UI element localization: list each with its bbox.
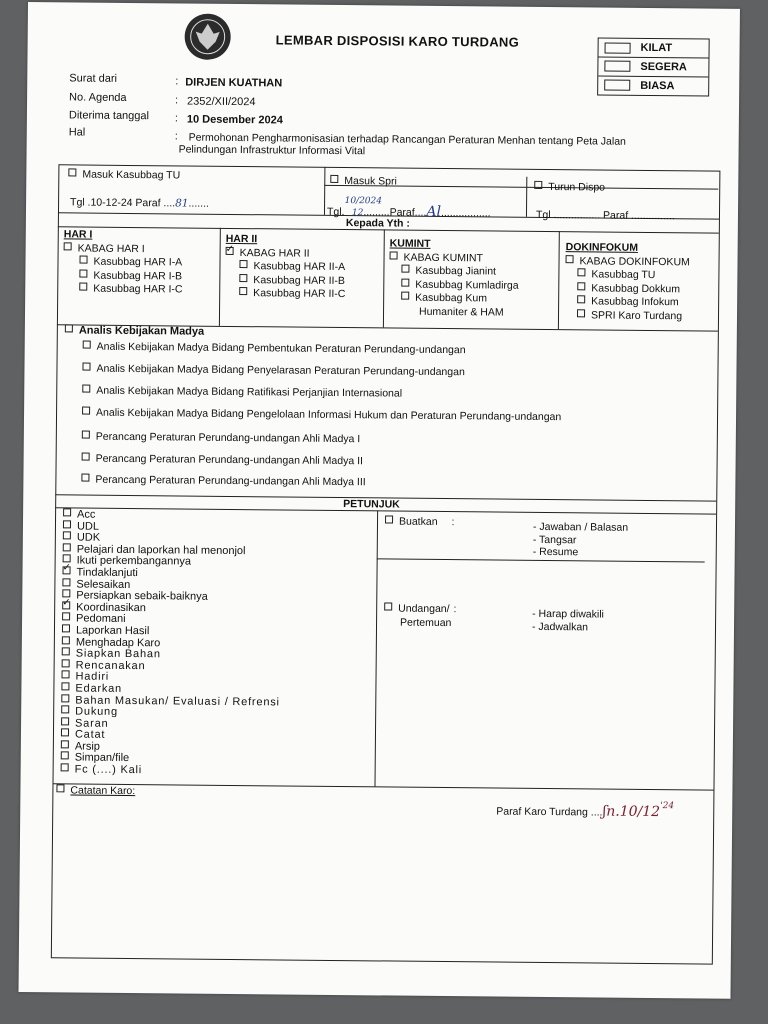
priority-kilat: KILAT [640, 41, 673, 55]
analis-item-2[interactable]: Analis Kebijakan Madya Bidang Penyelarasan Peraturan Perundang-undangan [82, 363, 464, 379]
hal-line-1: Permohonan Pengharmonisasian terhadap Rancangan Peraturan Menhan tentang Peta Jalan [188, 131, 626, 148]
unit-kumint: KUMINT KABAG KUMINT Kasubbag Jianint Kasubbag Kumladirga Kasubbag Kum Humaniter & HAM [389, 237, 519, 319]
kabag-dokinfokum[interactable]: KABAG DOKINFOKUM [565, 255, 689, 270]
analis-item-4[interactable]: Analis Kebijakan Madya Bidang Pengelolaan Informasi Hukum dan Peraturan Perundang-undangan [82, 407, 561, 424]
priority-checkbox-segera[interactable] [604, 61, 630, 72]
kasubbag-jianint[interactable]: Kasubbag Jianint [389, 264, 518, 279]
diterima-value: 10 Desember 2024 [186, 113, 283, 127]
surat-dari-value: DIRJEN KUATHAN [185, 76, 283, 90]
petunjuk-pedomani[interactable]: Pedomani [62, 613, 281, 627]
unit-har-1: HAR I KABAG HAR I Kasubbag HAR I-A Kasubbag HAR I-B Kasubbag HAR I-C [63, 228, 183, 296]
kasubbag-har-1-b[interactable]: Kasubbag HAR I-B [63, 269, 182, 284]
undangan-pertemuan[interactable]: Undangan/ : Pertemuan [384, 601, 457, 630]
kabag-har-1[interactable]: KABAG HAR I [64, 242, 183, 257]
petunjuk-arsip[interactable]: Arsip [61, 740, 280, 754]
analis-item-3[interactable]: Analis Kebijakan Madya Bidang Ratifikasi Perjanjian Internasional [82, 385, 402, 400]
spri-karo-turdang[interactable]: SPRI Karo Turdang [565, 309, 689, 324]
diterima-label: Diterima tanggal [68, 109, 150, 123]
petunjuk-hadiri[interactable]: Hadiri [61, 671, 280, 685]
petunjuk-dukung[interactable]: Dukung [61, 705, 280, 719]
tgl-paraf-turun[interactable]: Tgl ................ Paraf ............... [535, 208, 675, 223]
petunjuk-bahan-masukan[interactable]: Bahan Masukan/ Evaluasi / Refrensi [61, 694, 280, 708]
kasubbag-tu[interactable]: Kasubbag TU [565, 268, 689, 283]
buatkan-jawaban[interactable]: - Jawaban / Balasan [532, 520, 629, 534]
kasubbag-kumladirga[interactable]: Kasubbag Kumladirga [389, 278, 518, 293]
petunjuk-acc[interactable]: Acc [63, 508, 282, 522]
analis-item-7[interactable]: Perancang Peraturan Perundang-undangan Ahli Madya III [81, 474, 365, 489]
petunjuk-list [61, 508, 282, 777]
tgl-paraf-spri[interactable]: Tgl.10/202412.........Paraf....Al................. [326, 196, 491, 220]
petunjuk-rencanakan[interactable]: Rencanakan [62, 659, 281, 673]
petunjuk-menghadap[interactable]: Menghadap Karo [62, 636, 281, 650]
petunjuk-udk[interactable]: UDK [63, 532, 282, 546]
hal-line-2: Pelindungan Infrastruktur Informasi Vital [178, 143, 366, 158]
petunjuk-udl[interactable]: UDL [63, 520, 282, 534]
ministry-emblem-icon [179, 11, 235, 62]
no-agenda-label: No. Agenda [69, 91, 127, 104]
analis-item-6[interactable]: Perancang Peraturan Perundang-undangan Ahli Madya II [82, 453, 363, 468]
surat-dari-label: Surat dari [69, 72, 118, 85]
disposition-sheet: LEMBAR DISPOSISI KARO TURDANG KILAT SEGERA BIASA Surat dari : DIRJEN KUATHAN No. Agenda : 2352/XII/2024 Diterima tanggal : 10 Desember 2024 Hal : Permohonan Pengharmonisasian terhadap Rancangan Peraturan Menhan tentang Peta Jalan Pelindungan Infrastruktur Informasi Vital Masuk Kasubbag TU Masuk Spri Turun Dispo Tgl .10-12-24 Paraf ....81....... Tgl.10/202412.........Paraf....Al................. Tgl ................ Paraf ............... Kepada Yth : HAR I KABAG HAR I Kasubbag HAR I-A Kasubbag HAR I-B Kasubbag HAR I-C HAR II ✓KABAG HAR II Kasubbag HAR II-A Kasubbag HAR II-B Kasubbag HAR II-C KUMINT KABAG KUMINT Kasubbag Jianint Kasubbag Kumladirga Kasubbag Kum Humaniter & HAM DOKINFOKUM KABAG DOKINFOKUM Kasubbag TU Kasubbag Dokkum Kasubbag Infokum SPRI Karo Turdang Analis Kebijakan Madya Analis Kebijakan Madya Bidang Pembentukan Peraturan Perundang-undangan Analis Kebijakan Madya Bidang Penyelarasan Peraturan Perundang-undangan Analis Kebijakan Madya Bidang Ratifikasi Perjanjian Internasional Analis Kebijakan Madya Bidang Pengelolaan Informasi Hukum dan Peraturan Perundang-undangan Perancang Peraturan Perundang-undangan Ahli Madya I Perancang Peraturan Perundang-undangan Ahli Madya II Perancang Peraturan Perundang-undangan Ahli Madya III PETUNJUK Acc UDL UDK Pelajari dan laporkan hal menonjol Ikuti perkembangannya ✓Tindaklanjuti Selesaikan Persiapkan sebaik-baiknya ✓Koordinasikan Pedomani Laporkan Hasil Menghadap Karo Siapkan Bahan Rencanakan Hadiri Edarkan Bahan Masukan/ Evaluasi / Refrensi Dukung Saran Catat Arsip Simpan/file Fc (....) Kali Buatkan : - Jawaban / Balasan - Tangsar - Resume Undangan/ : Pertemuan - Harap diwakili - Jadwalkan Catatan Karo: Paraf Karo Turdang ....ʃn.10/12'24 [18, 2, 739, 999]
buatkan-resume[interactable]: - Resume [532, 545, 579, 559]
kasubbag-har-1-a[interactable]: Kasubbag HAR I-A [63, 255, 182, 270]
karo-signature: ʃn.10/12 [602, 803, 661, 821]
analis-item-1[interactable]: Analis Kebijakan Madya Bidang Pembentukan Peraturan Perundang-undangan [83, 341, 466, 357]
unit-har-2: HAR II ✓KABAG HAR II Kasubbag HAR II-A Kasubbag HAR II-B Kasubbag HAR II-C [225, 233, 346, 302]
kabag-kumint[interactable]: KABAG KUMINT [389, 251, 518, 266]
kasubbag-har-1-c[interactable]: Kasubbag HAR I-C [63, 282, 182, 297]
petunjuk-catat[interactable]: Catat [61, 729, 280, 743]
no-agenda-value: 2352/XII/2024 [186, 95, 256, 109]
undangan-options [532, 608, 604, 635]
petunjuk-fc[interactable]: Fc (....) Kali [61, 763, 280, 777]
analis-title[interactable]: Analis Kebijakan Madya [65, 324, 204, 337]
kasubbag-kum[interactable]: Kasubbag Kum [389, 291, 518, 306]
priority-checkbox-kilat[interactable] [605, 43, 631, 54]
petunjuk-koordinasikan[interactable]: ✓Koordinasikan [62, 601, 281, 615]
petunjuk-siapkan[interactable]: Siapkan Bahan [62, 647, 281, 661]
petunjuk-title: PETUNJUK [343, 498, 400, 511]
masuk-spri[interactable]: Masuk Spri [330, 175, 397, 188]
turun-dispo[interactable]: Turun Dispo [534, 181, 605, 194]
kasubbag-infokum[interactable]: Kasubbag Infokum [565, 295, 689, 310]
kasubbag-har-2-c[interactable]: Kasubbag HAR II-C [225, 287, 345, 302]
priority-box [597, 37, 710, 96]
petunjuk-persiapkan[interactable]: Persiapkan sebaik-baiknya [62, 590, 281, 604]
priority-biasa: BIASA [640, 79, 675, 93]
kasubbag-dokkum[interactable]: Kasubbag Dokkum [565, 282, 689, 297]
undangan-harap-diwakili[interactable]: - Harap diwakili [532, 607, 604, 621]
masuk-kasubbag[interactable]: Masuk Kasubbag TU [68, 168, 180, 181]
petunjuk-pelajari[interactable]: Pelajari dan laporkan hal menonjol [63, 543, 282, 557]
paraf-karo-turdang: Paraf Karo Turdang ....ʃn.10/12'24 [496, 801, 675, 821]
petunjuk-edarkan[interactable]: Edarkan [61, 682, 280, 696]
petunjuk-tindaklanjuti[interactable]: ✓Tindaklanjuti [62, 566, 281, 580]
petunjuk-saran[interactable]: Saran [61, 717, 280, 731]
petunjuk-ikuti[interactable]: Ikuti perkembangannya [63, 555, 282, 569]
priority-checkbox-biasa[interactable] [604, 80, 630, 91]
petunjuk-selesaikan[interactable]: Selesaikan [62, 578, 281, 592]
unit-dokinfokum: DOKINFOKUM KABAG DOKINFOKUM Kasubbag TU Kasubbag Dokkum Kasubbag Infokum SPRI Karo Turdang [565, 241, 690, 322]
buatkan-tangsar[interactable]: - Tangsar [532, 533, 577, 546]
kasubbag-kum-line-2: Humaniter & HAM [418, 305, 504, 319]
undangan-jadwalkan[interactable]: - Jadwalkan [531, 620, 589, 634]
petunjuk-laporkan[interactable]: Laporkan Hasil [62, 624, 281, 638]
buatkan[interactable]: Buatkan : [385, 515, 455, 528]
kepada-yth: Kepada Yth : [345, 217, 410, 230]
kasubbag-har-2-b[interactable]: Kasubbag HAR II-B [225, 273, 345, 288]
buatkan-options [533, 521, 629, 559]
hal-label: Hal [68, 126, 86, 139]
petunjuk-simpan[interactable]: Simpan/file [61, 752, 280, 766]
analis-item-5[interactable]: Perancang Peraturan Perundang-undangan Ahli Madya I [82, 431, 361, 446]
kabag-har-2[interactable]: ✓KABAG HAR II [226, 246, 346, 261]
kasubbag-har-2-a[interactable]: Kasubbag HAR II-A [225, 260, 345, 275]
tgl-paraf-kasubbag[interactable]: Tgl .10-12-24 Paraf ....81....... [70, 196, 209, 210]
form-title: LEMBAR DISPOSISI KARO TURDANG [275, 32, 520, 50]
priority-segera: SEGERA [640, 60, 687, 74]
catatan-karo[interactable]: Catatan Karo: [56, 784, 135, 797]
